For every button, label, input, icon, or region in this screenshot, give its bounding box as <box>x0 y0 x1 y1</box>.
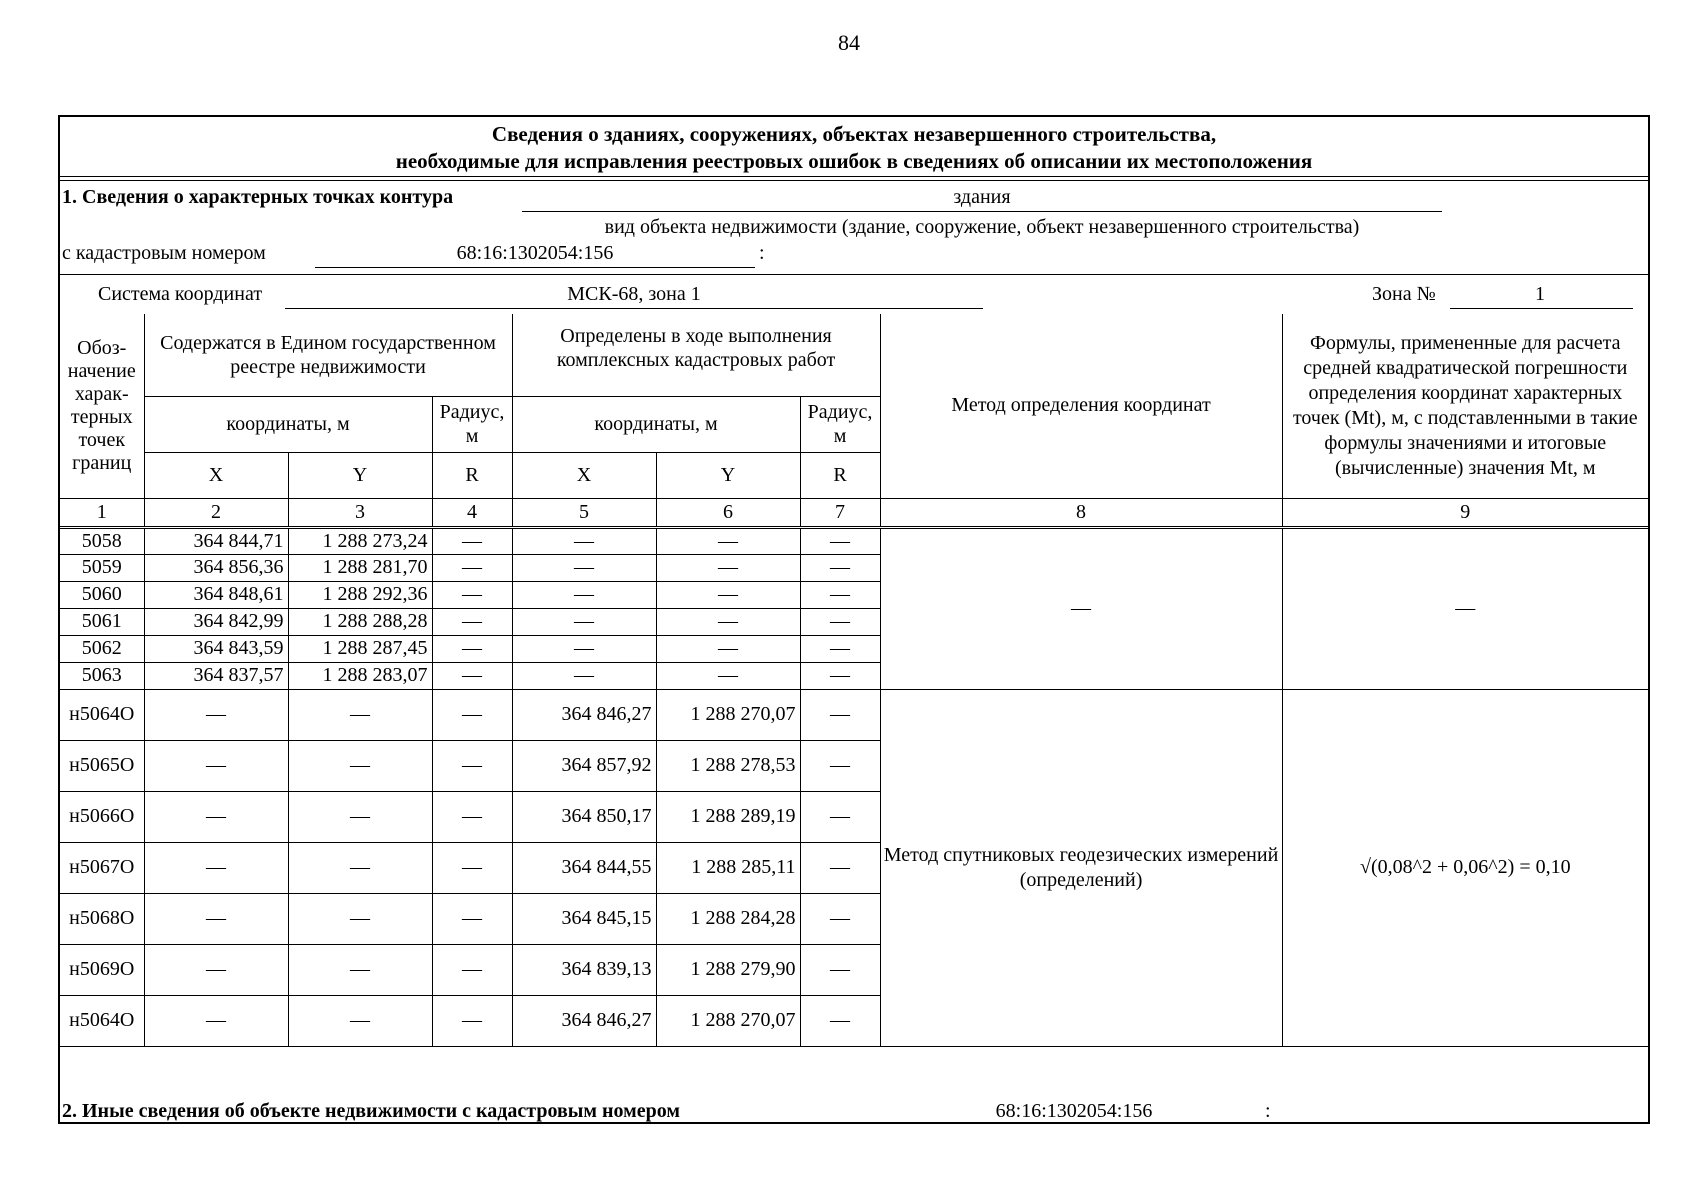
point-id: н5064О <box>60 689 144 740</box>
header-point-designation: Обоз-начение харак-терных точек границ <box>60 314 144 498</box>
kkr-y: 1 288 289,19 <box>656 791 800 842</box>
kkr-x: 364 845,15 <box>512 893 656 944</box>
dash-cell: — <box>512 635 656 662</box>
form-title-line1: Сведения о зданиях, сооружениях, объектах незавершенного строительства, <box>491 122 1217 146</box>
object-type-underline <box>522 211 1442 212</box>
header-x-egrn: X <box>144 452 288 498</box>
dash-cell: — <box>656 662 800 689</box>
form-frame <box>58 115 1650 1124</box>
kkr-x: 364 850,17 <box>512 791 656 842</box>
dash-cell: — <box>656 635 800 662</box>
kkr-x: 364 846,27 <box>512 689 656 740</box>
egrn-x: 364 848,61 <box>144 581 288 608</box>
header-radius-egrn: Радиус, м <box>432 396 512 452</box>
dash-cell: — <box>800 527 880 554</box>
dash-cell: — <box>432 554 512 581</box>
page-number: 84 <box>838 30 860 55</box>
dash-cell: — <box>512 608 656 635</box>
dash-cell: — <box>432 527 512 554</box>
dash-cell: — <box>144 791 288 842</box>
dash-cell: — <box>512 554 656 581</box>
dash-cell: — <box>288 689 432 740</box>
zone-label: Зона № <box>1372 283 1436 305</box>
cadastral-underline <box>315 267 755 268</box>
header-coords-egrn: координаты, м <box>144 396 432 452</box>
dash-cell: — <box>800 662 880 689</box>
section2-colon: : <box>1265 1100 1271 1122</box>
cadastral-colon: : <box>759 242 765 264</box>
kkr-y: 1 288 284,28 <box>656 893 800 944</box>
dash-cell: — <box>800 554 880 581</box>
egrn-x: 364 842,99 <box>144 608 288 635</box>
dash-cell: — <box>512 581 656 608</box>
dash-cell: — <box>432 581 512 608</box>
dash-cell: — <box>800 944 880 995</box>
point-id: 5058 <box>60 527 144 554</box>
point-id: н5069О <box>60 944 144 995</box>
col-number: 1 <box>60 498 144 527</box>
zone-value: 1 <box>1535 283 1545 305</box>
dash-cell: — <box>432 689 512 740</box>
point-id: н5068О <box>60 893 144 944</box>
kkr-x: 364 857,92 <box>512 740 656 791</box>
header-egrn: Содержатся в Едином государственном реестре недвижимости <box>144 314 512 396</box>
kkr-y: 1 288 278,53 <box>656 740 800 791</box>
dash-cell: — <box>432 635 512 662</box>
col-number: 6 <box>656 498 800 527</box>
dash-cell: — <box>144 944 288 995</box>
dash-cell: — <box>800 842 880 893</box>
dash-cell: — <box>800 893 880 944</box>
coord-system-label: Система координат <box>98 283 263 305</box>
section1-divider <box>60 274 1648 275</box>
point-id: 5061 <box>60 608 144 635</box>
dash-cell: — <box>512 662 656 689</box>
col-number: 3 <box>288 498 432 527</box>
header-y-kkr: Y <box>656 452 800 498</box>
point-id: 5063 <box>60 662 144 689</box>
egrn-y: 1 288 292,36 <box>288 581 432 608</box>
kkr-y: 1 288 270,07 <box>656 995 800 1046</box>
object-type-value: здания <box>953 186 1011 208</box>
dash-cell: — <box>800 995 880 1046</box>
title-divider <box>60 176 1648 181</box>
dash-cell: — <box>800 608 880 635</box>
dash-cell: — <box>512 527 656 554</box>
header-r-kkr: R <box>800 452 880 498</box>
egrn-y: 1 288 273,24 <box>288 527 432 554</box>
dash-cell: — <box>432 791 512 842</box>
section2-cadastral-number: 68:16:1302054:156 <box>995 1100 1153 1122</box>
egrn-x: 364 843,59 <box>144 635 288 662</box>
dash-cell: — <box>432 893 512 944</box>
col-number: 7 <box>800 498 880 527</box>
cadastral-number: 68:16:1302054:156 <box>456 242 614 264</box>
dash-cell: — <box>800 635 880 662</box>
point-id: 5060 <box>60 581 144 608</box>
col-number: 4 <box>432 498 512 527</box>
header-y-egrn: Y <box>288 452 432 498</box>
dash-cell: — <box>432 995 512 1046</box>
egrn-x: 364 856,36 <box>144 554 288 581</box>
egrn-x: 364 837,57 <box>144 662 288 689</box>
section1-heading: 1. Сведения о характерных точках контура <box>62 186 454 208</box>
col-number: 5 <box>512 498 656 527</box>
dash-cell: — <box>144 689 288 740</box>
kkr-x: 364 839,13 <box>512 944 656 995</box>
dash-cell: — <box>656 527 800 554</box>
dash-cell: — <box>288 842 432 893</box>
col-number: 8 <box>880 498 1282 527</box>
section2-underline <box>888 1122 1260 1123</box>
point-id: н5066О <box>60 791 144 842</box>
group2-method: Метод спутниковых геодезических измерений (определений) <box>880 689 1282 1046</box>
dash-cell: — <box>432 944 512 995</box>
egrn-y: 1 288 281,70 <box>288 554 432 581</box>
dash-cell: — <box>144 893 288 944</box>
header-coords-kkr: координаты, м <box>512 396 800 452</box>
dash-cell: — <box>432 842 512 893</box>
point-id: 5062 <box>60 635 144 662</box>
dash-cell: — <box>432 662 512 689</box>
dash-cell: — <box>800 689 880 740</box>
egrn-y: 1 288 287,45 <box>288 635 432 662</box>
table-row <box>60 689 1648 740</box>
dash-cell: — <box>432 740 512 791</box>
point-id: н5067О <box>60 842 144 893</box>
egrn-x: 364 844,71 <box>144 527 288 554</box>
dash-cell: — <box>800 581 880 608</box>
dash-cell: — <box>432 608 512 635</box>
dash-cell: — <box>800 740 880 791</box>
header-method: Метод определения координат <box>880 314 1282 498</box>
dash-cell: — <box>288 944 432 995</box>
dash-cell: — <box>144 995 288 1046</box>
coord-system-underline <box>285 308 983 309</box>
dash-cell: — <box>144 740 288 791</box>
group2-formula: √(0,08^2 + 0,06^2) = 0,10 <box>1282 689 1648 1046</box>
cadastral-label: с кадастровым номером <box>62 242 266 264</box>
header-x-kkr: X <box>512 452 656 498</box>
point-id: 5059 <box>60 554 144 581</box>
point-id: н5065О <box>60 740 144 791</box>
kkr-y: 1 288 285,11 <box>656 842 800 893</box>
zone-underline <box>1450 308 1633 309</box>
form-title-line2: необходимые для исправления реестровых ошибок в сведениях об описании их местоположения <box>395 149 1313 173</box>
dash-cell: — <box>144 842 288 893</box>
header-formula: Формулы, примененные для расчета средней квадратической погрешности определения координат характерных точек (Mt), м, с подставленными в такие формулы значениями и итоговые (вычисленные) значения Mt, м <box>1282 314 1648 498</box>
kkr-y: 1 288 270,07 <box>656 689 800 740</box>
dash-cell: — <box>656 554 800 581</box>
object-type-hint: вид объекта недвижимости (здание, сооружение, объект незавершенного строительства) <box>604 216 1360 238</box>
kkr-y: 1 288 279,90 <box>656 944 800 995</box>
kkr-x: 364 844,55 <box>512 842 656 893</box>
dash-cell: — <box>288 740 432 791</box>
section2-heading: 2. Иные сведения об объекте недвижимости с кадастровым номером <box>62 1100 681 1122</box>
coordinates-table <box>60 314 1648 1047</box>
dash-cell: — <box>288 893 432 944</box>
col-number: 9 <box>1282 498 1648 527</box>
dash-cell: — <box>288 995 432 1046</box>
group1-method: — <box>880 527 1282 689</box>
header-r-egrn: R <box>432 452 512 498</box>
egrn-y: 1 288 288,28 <box>288 608 432 635</box>
group1-formula: — <box>1282 527 1648 689</box>
kkr-x: 364 846,27 <box>512 995 656 1046</box>
header-kkr: Определены в ходе выполнения комплексных кадастровых работ <box>512 314 880 396</box>
dash-cell: — <box>656 581 800 608</box>
coord-system-value: МСК-68, зона 1 <box>567 283 701 305</box>
col-number: 2 <box>144 498 288 527</box>
dash-cell: — <box>288 791 432 842</box>
dash-cell: — <box>656 608 800 635</box>
point-id: н5064О <box>60 995 144 1046</box>
header-radius-kkr: Радиус, м <box>800 396 880 452</box>
dash-cell: — <box>800 791 880 842</box>
table-row <box>60 527 1648 554</box>
egrn-y: 1 288 283,07 <box>288 662 432 689</box>
